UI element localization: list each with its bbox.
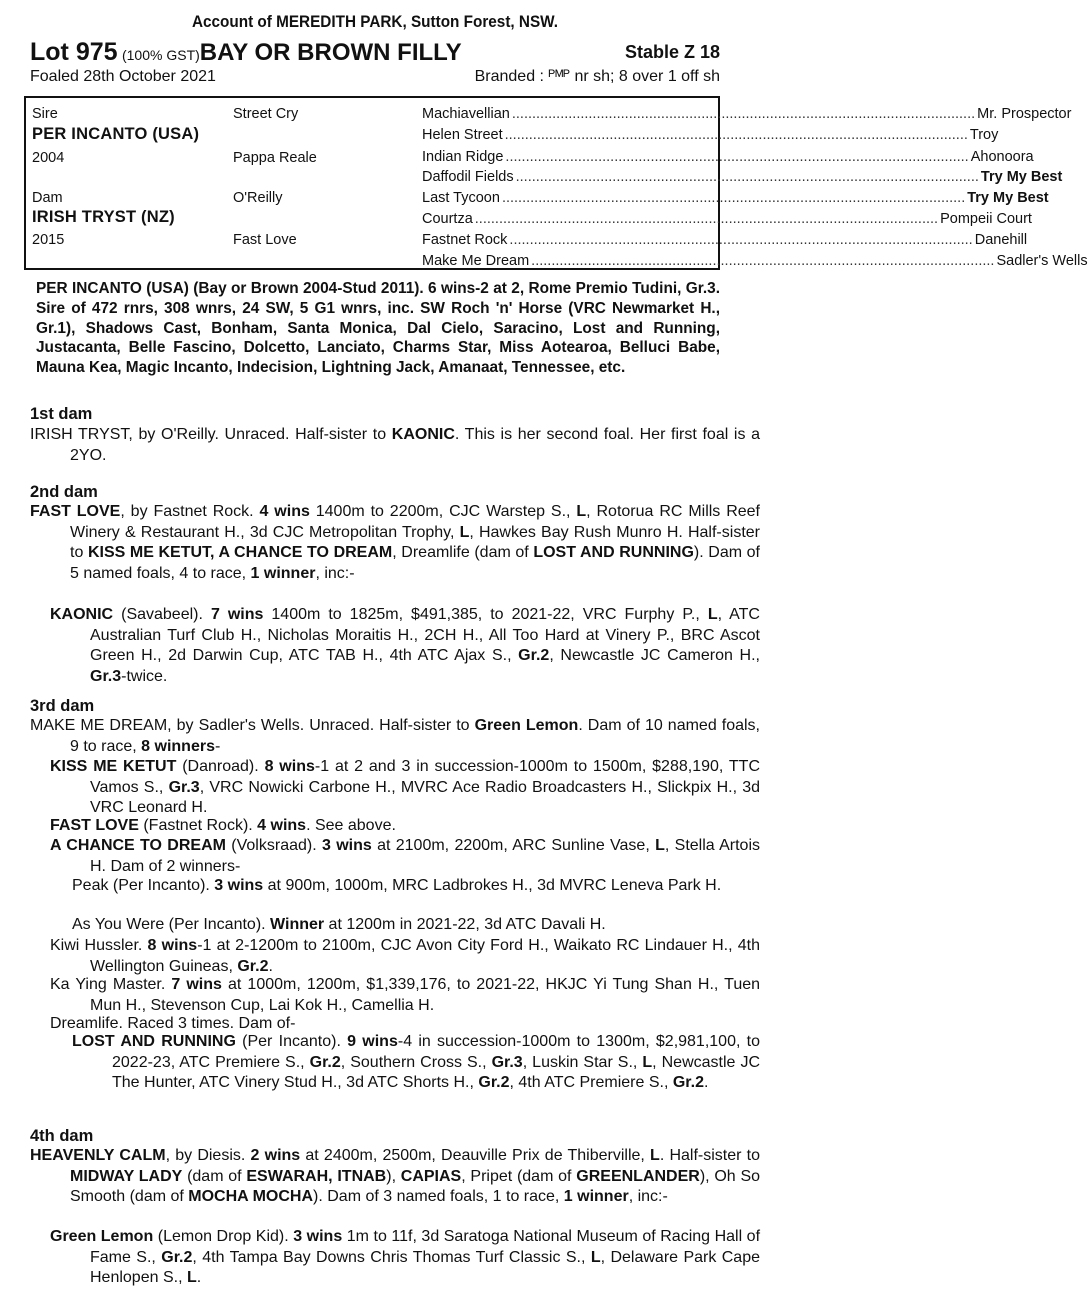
text-run: (Savabeel).	[113, 606, 211, 623]
bold-text-run: 3 wins	[293, 1228, 343, 1245]
text-run: 1m to 11f, 3d Saratoga National Museum of Racing Hall of Fame S.,	[90, 1228, 761, 1266]
bold-text-run: KISS ME KETUT, A CHANCE TO DREAM	[87, 544, 393, 562]
sire-summary: PER INCANTO (USA) (Bay or Brown 2004-Stud 2011). 6 wins-2 at 2, Rome Premio Tudini, Gr.3. Sire of 472 rnrs, 308 wnrs, 24 SW, 5 G1 wnrs, inc. SW Roch 'n' Horse (VRC Newmarket H., Gr.1), Shadows Cast, Bonham, Santa Monica, Dal Cielo, Saracino, Lost and Running, Justacanta, Belle Fascino, Dolcetto, Lanciato, Charms Star, Miss Aotearoa, Belluci Babe, Mauna Kea, Magic Incanto, Indecision, Lightning Jack, Amanaat, Tennessee, etc.	[36, 280, 720, 377]
text-run: .	[196, 1269, 202, 1287]
text-run: As You Were (Per Incanto).	[72, 916, 271, 933]
grandprogeny-lost-and-running	[72, 1032, 760, 1094]
text-run: .	[703, 1074, 709, 1092]
text-run: , by Diesis.	[165, 1147, 251, 1164]
bold-text-run: A CHANCE TO DREAM	[50, 837, 226, 854]
text-run: Ka Ying Master.	[50, 976, 172, 993]
bold-text-run: 2 wins	[250, 1147, 301, 1164]
bold-text-run: L	[590, 1248, 601, 1266]
bold-text-run: FAST LOVE	[30, 503, 121, 520]
text-run: MAKE ME DREAM, by Sadler's Wells. Unraced. Half-sister to	[30, 717, 475, 734]
bold-text-run: Gr.2	[237, 957, 269, 975]
bold-text-run: Gr.3	[491, 1053, 523, 1071]
text-run: , 4th Tampa Bay Downs Chris Thomas Turf Classic S.,	[192, 1248, 591, 1266]
lot-header	[30, 38, 720, 68]
text-run: 1400m to 1825m, $491,385, to 2021-22, VRC Furphy P.,	[263, 606, 708, 623]
progeny-green-lemon	[50, 1227, 760, 1289]
bold-text-run: 7 wins	[210, 606, 264, 623]
text-run: (Volksraad).	[225, 837, 322, 854]
bold-text-run: L	[642, 1053, 653, 1071]
bold-text-run: 4 wins	[257, 817, 307, 834]
bold-text-run: FAST LOVE	[50, 817, 139, 834]
bold-text-run: MOCHA MOCHA	[188, 1188, 314, 1206]
bold-text-run: 1 winner	[563, 1188, 629, 1206]
text-run: (Danroad).	[176, 758, 265, 775]
text-run: , Newcastle JC The Hunter, ATC Vinery Stud H., 3d ATC Shorts H.,	[112, 1053, 760, 1092]
pedigree-gen3-row: Daffodil Fields ..... Try My Best	[422, 169, 718, 185]
bold-text-run: LOST AND RUNNING	[533, 544, 694, 562]
dam-label: Dam	[32, 190, 63, 206]
bold-text-run: Green Lemon	[50, 1228, 154, 1245]
text-run: at 1000m, 1200m, $1,339,176, to 2021-22, HKJC Yi Tung Shan H., Tuen Mun H., Stevenson Cup, Lai Kok H., Camellia H.	[90, 976, 761, 1014]
pedigree-gen3-row: Courtza ..... Pompeii Court	[422, 211, 718, 227]
text-run: -4 in succession-1000m to 1300m, $2,981,100, to 2022-23, ATC Premiere S.,	[112, 1033, 761, 1071]
bold-text-run: KISS ME KETUT	[50, 758, 177, 775]
bold-text-run: CAPIAS	[400, 1167, 462, 1185]
text-run: , VRC Nowicki Carbone H., MVRC Ace Radio Broadcasters H., Slickpix H., 3d VRC Leonard H.	[90, 778, 760, 817]
text-run: , Dreamlife (dam of	[392, 544, 534, 562]
bold-text-run: 4 wins	[259, 503, 310, 520]
text-run: . See above.	[306, 817, 396, 834]
text-run: at 2400m, 2500m, Deauville Prix de Thiberville,	[300, 1147, 651, 1164]
sire-sire: Street Cry	[233, 106, 299, 122]
text-run: , Luskin Star S.,	[522, 1053, 643, 1071]
text-run: (Per Incanto).	[235, 1033, 348, 1050]
fourth-dam-text	[30, 1146, 760, 1208]
text-run: (Lemon Drop Kid).	[153, 1228, 294, 1245]
text-run: (dam of	[182, 1167, 247, 1185]
text-run: .	[268, 957, 273, 975]
foaled-date: Foaled 28th October 2021	[30, 68, 216, 85]
text-run: , inc:-	[628, 1188, 668, 1206]
bold-text-run: L	[655, 837, 665, 854]
bold-text-run: 9 wins	[347, 1033, 398, 1050]
text-run: Peak (Per Incanto).	[72, 877, 215, 894]
dam-sire: O'Reilly	[233, 190, 283, 206]
bold-text-run: Gr.2	[478, 1074, 510, 1092]
bold-text-run: ESWARAH, ITNAB	[246, 1167, 387, 1185]
progeny-fast-love	[50, 816, 760, 837]
bold-text-run: Gr.2	[518, 647, 550, 665]
third-dam-heading: 3rd dam	[30, 697, 95, 715]
bold-text-run: HEAVENLY CALM	[30, 1147, 166, 1164]
text-run: at 1200m in 2021-22, 3d ATC Davali H.	[324, 916, 606, 933]
text-run: (Fastnet Rock).	[138, 817, 258, 834]
sire-year: 2004	[32, 150, 65, 166]
bold-text-run: 7 wins	[171, 976, 222, 993]
text-run: ), Oh So Smooth (dam of	[70, 1167, 761, 1206]
bold-text-run: MIDWAY LADY	[70, 1167, 183, 1185]
bold-text-run: KAONIC	[50, 606, 114, 623]
bold-text-run: 3 wins	[321, 837, 372, 854]
lot-number: Lot 975	[30, 38, 118, 66]
fourth-dam-heading: 4th dam	[30, 1127, 94, 1145]
text-run: , 4th ATC Premiere S.,	[509, 1074, 673, 1092]
bold-text-run: L	[707, 606, 718, 623]
bold-text-run: 3 wins	[214, 877, 264, 894]
bold-text-run: 8 winners	[141, 737, 215, 755]
progeny-a-chance-to-dream	[50, 836, 760, 877]
text-run: -twice.	[121, 667, 168, 685]
progeny-kaonic	[50, 605, 760, 687]
bold-text-run: Gr.2	[672, 1074, 704, 1092]
text-run: -1 at 2 and 3 in succession-1000m to 1500m, $288,190, TTC Vamos S.,	[90, 758, 760, 796]
bold-text-run: 1 winner	[250, 564, 316, 582]
text-run: , Hawkes Bay Rush Munro H. Half-sister to	[70, 523, 760, 562]
text-run: , by Fastnet Rock.	[120, 503, 260, 520]
dam-year: 2015	[32, 232, 65, 248]
bold-text-run: Gr.2	[161, 1248, 193, 1266]
pedigree-gen3-row: Machiavellian ..... Mr. Prospector	[422, 106, 718, 122]
stable-number: Stable Z 18	[624, 42, 720, 62]
first-dam-heading: 1st dam	[30, 405, 93, 423]
second-dam-heading: 2nd dam	[30, 483, 98, 501]
bold-text-run: L	[576, 503, 587, 520]
bold-text-run: Gr.3	[90, 667, 122, 685]
pedigree-gen3-row: Make Me Dream ..... Sadler's Wells	[422, 253, 718, 269]
vendor-account: Account of MEREDITH PARK, Sutton Forest, NSW.	[191, 12, 559, 31]
bold-text-run: 8 wins	[147, 937, 198, 954]
text-run: at 900m, 1000m, MRC Ladbrokes H., 3d MVRC Leneva Park H.	[263, 877, 722, 894]
pedigree-gen3-row: Helen Street ..... Troy	[422, 127, 718, 143]
progeny-kiss-me-ketut	[50, 757, 760, 819]
text-run: ),	[386, 1167, 401, 1185]
bold-text-run: LOST AND RUNNING	[72, 1033, 236, 1050]
bold-text-run: L	[459, 523, 470, 541]
bold-text-run: Gr.3	[168, 778, 200, 796]
bold-text-run: Winner	[270, 916, 325, 933]
dam-dam: Fast Love	[233, 232, 297, 248]
pedigree-gen3-row: Indian Ridge ..... Ahonoora	[422, 149, 718, 165]
pedigree-gen3-row: Fastnet Rock ..... Danehill	[422, 232, 718, 248]
text-run: , Newcastle JC Cameron H.,	[549, 647, 760, 665]
pedigree-table	[24, 96, 1088, 270]
bold-text-run: L	[186, 1269, 197, 1287]
text-run: Kiwi Hussler.	[50, 937, 148, 954]
sire-dam: Pappa Reale	[233, 150, 317, 166]
text-run: , Southern Cross S.,	[340, 1053, 492, 1071]
bold-text-run: 8 wins	[264, 758, 315, 775]
text-run: . Half-sister to	[659, 1147, 761, 1164]
horse-description: BAY OR BROWN FILLY	[199, 39, 462, 66]
bold-text-run: Gr.2	[309, 1053, 341, 1071]
text-run: , Delaware Park Cape Henlopen S.,	[90, 1248, 761, 1287]
dam-name: IRISH TRYST (NZ)	[32, 208, 175, 226]
text-run: , inc:-	[315, 564, 355, 582]
gst-note: (100% GST)	[121, 47, 200, 63]
text-run: IRISH TRYST, by O'Reilly. Unraced. Half-sister to	[30, 426, 392, 443]
bold-text-run: KAONIC	[391, 426, 455, 443]
sire-label: Sire	[32, 106, 58, 122]
text-run: . Dam of 10 named foals, 9 to race,	[70, 717, 760, 755]
grandprogeny-as-you-were	[72, 915, 760, 936]
progeny-ka-ying-master	[50, 975, 760, 1016]
third-dam-text	[30, 716, 760, 757]
text-run: -1 at 2-1200m to 2100m, CJC Avon City Ford H., Waikato RC Lindauer H., 4th Wellington Guineas,	[90, 937, 760, 975]
brand-marks: Branded : ᴾᴹᴾ nr sh; 8 over 1 off sh	[474, 68, 720, 85]
text-run: at 2100m, 2200m, ARC Sunline Vase,	[371, 837, 656, 854]
sire-name: PER INCANTO (USA)	[32, 125, 200, 143]
progeny-kiwi-hussler	[50, 936, 760, 977]
text-run: , Stella Artois H. Dam of 2 winners-	[90, 837, 760, 875]
text-run: ). Dam of 3 named foals, 1 to race,	[313, 1188, 564, 1206]
second-dam-text	[30, 502, 760, 584]
bold-text-run: Green Lemon	[474, 717, 579, 734]
pedigree-gen3-row: Last Tycoon ..... Try My Best	[422, 190, 718, 206]
text-run: , ATC Australian Turf Club H., Nicholas Moraitis H., 2CH H., All Too Hard at Vinery P., BRC Ascot Green H., 2d Darwin Cup, ATC TAB H., 4th ATC Ajax S.,	[90, 606, 760, 665]
bold-text-run: L	[650, 1147, 660, 1164]
text-run: . This is her second foal. Her first foal is a 2YO.	[70, 426, 761, 464]
text-run: Dreamlife. Raced 3 times. Dam of-	[50, 1015, 296, 1032]
text-run: -	[214, 737, 221, 755]
text-run: ). Dam of 5 named foals, 4 to race,	[70, 544, 761, 582]
text-run: , Pripet (dam of	[461, 1167, 577, 1185]
text-run: , Rotorua RC Mills Reef Winery & Restaurant H., 3d CJC Metropolitan Trophy,	[70, 503, 760, 541]
text-run: 1400m to 2200m, CJC Warstep S.,	[309, 503, 577, 520]
grandprogeny-peak	[72, 876, 760, 897]
first-dam-text	[30, 425, 760, 466]
bold-text-run: GREENLANDER	[576, 1167, 700, 1185]
